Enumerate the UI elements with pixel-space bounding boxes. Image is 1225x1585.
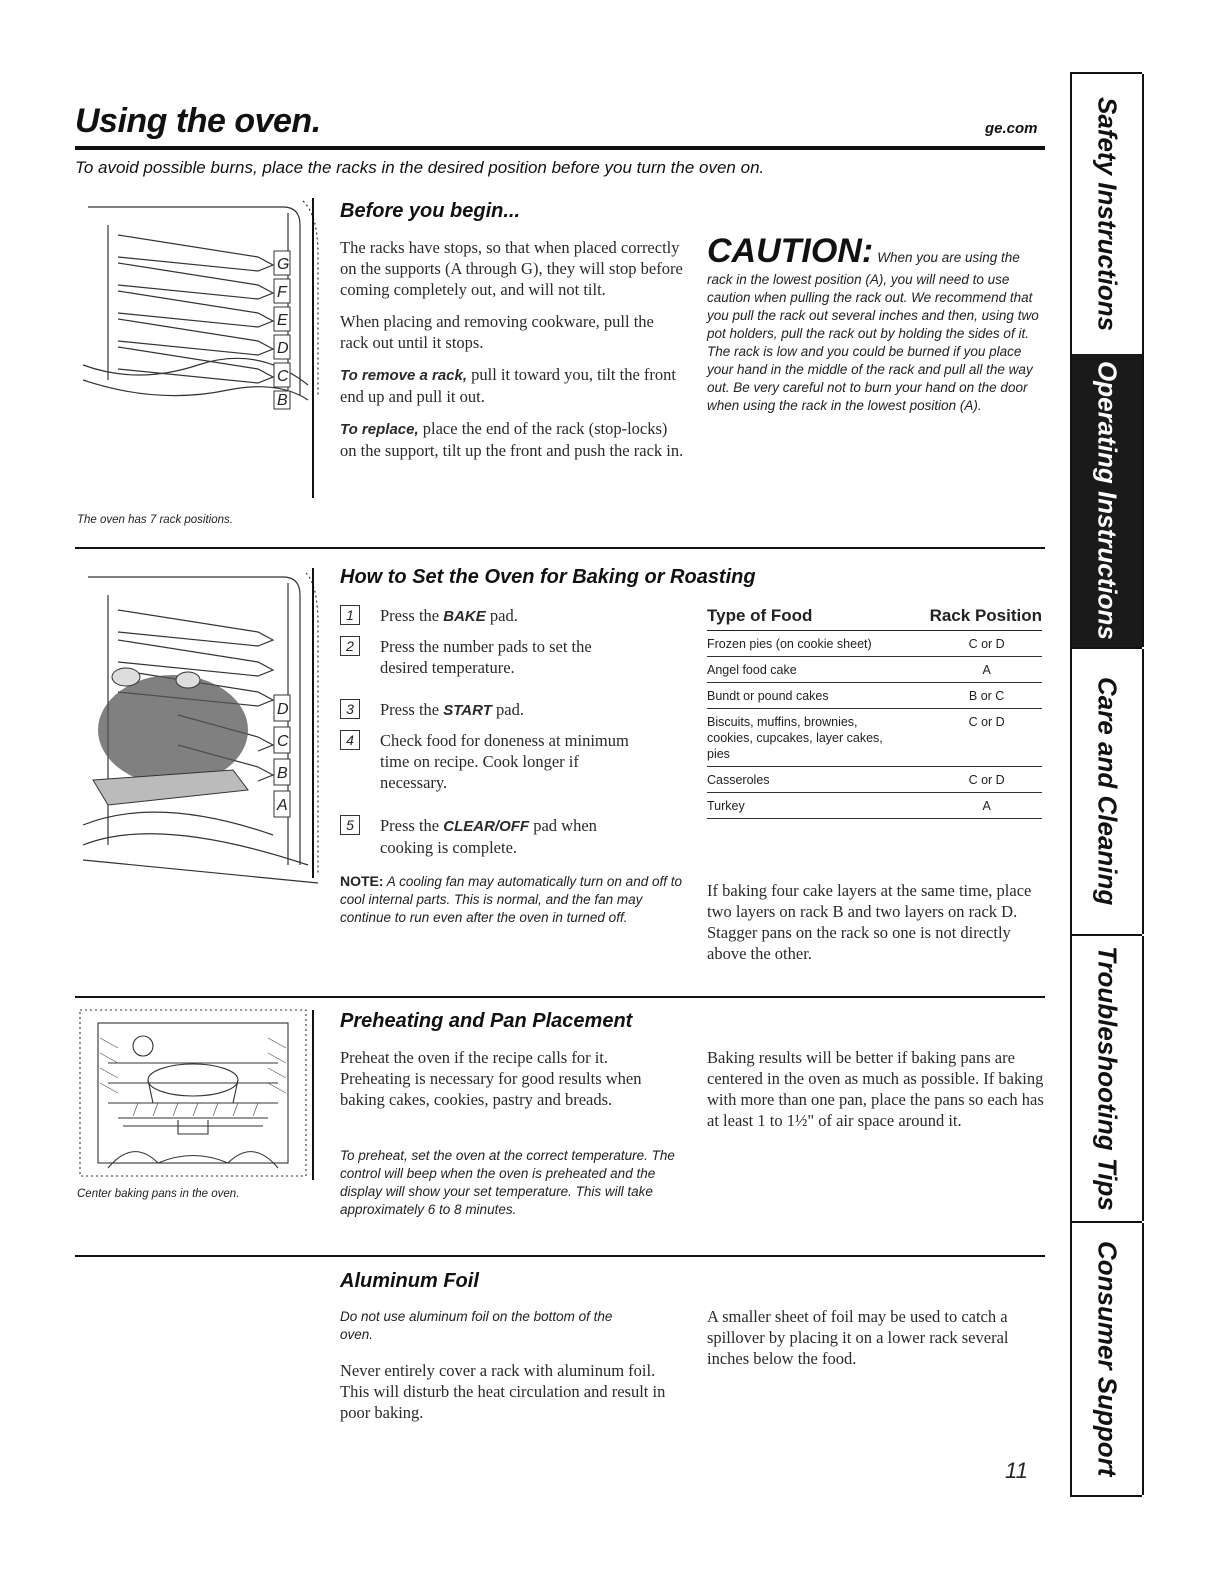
rack-positions-illustration	[78, 195, 323, 410]
step-text: Check food for doneness at minimum time on recipe. Cook longer if necessary.	[380, 731, 629, 792]
food-cell: Bundt or pound cakes	[707, 683, 891, 709]
tab-troubleshooting-tips[interactable]	[1070, 936, 1144, 1221]
section-rule-3	[75, 1255, 1045, 1257]
foil-paragraph-2: Never entirely cover a rack with aluminum foil. This will disturb the heat circulation and result in poor baking.	[340, 1361, 666, 1422]
roast-rack-label-d: D	[277, 701, 289, 718]
step-text: Press the	[380, 700, 444, 719]
rack-cell: C or D	[891, 709, 1042, 767]
food-cell: Casseroles	[707, 767, 891, 793]
foil-heading: Aluminum Foil	[340, 1270, 479, 1292]
step-text: Press the number pads to set the desired temperature.	[380, 637, 592, 677]
rack-cell: C or D	[891, 631, 1042, 657]
col-rack-position: Rack Position	[891, 604, 1042, 631]
step-4	[340, 730, 710, 793]
rack-label-g: G	[277, 256, 290, 273]
note-label: NOTE:	[340, 873, 384, 889]
caution-box	[707, 232, 1042, 415]
before-body	[340, 237, 685, 472]
food-cell: Biscuits, muffins, brownies, cookies, cupcakes, layer cakes, pies	[707, 709, 891, 767]
before-paragraph-1: The racks have stops, so that when placed correctly on the supports (A through G), they will stop before coming completely out, and will not tilt.	[340, 238, 683, 299]
step-1	[340, 605, 710, 627]
preheat-paragraph-1: Preheat the oven if the recipe calls for it. Preheating is necessary for good results when baking cakes, cookies, pastry and breads.	[340, 1048, 642, 1109]
food-cell: Frozen pies (on cookie sheet)	[707, 631, 891, 657]
food-cell: Turkey	[707, 793, 891, 819]
page-number: 11	[1005, 1458, 1028, 1483]
remove-text: pull it toward you, tilt the front end up and pull it out.	[340, 365, 676, 406]
step-text: Press the	[380, 606, 444, 625]
remove-label: To remove a rack,	[340, 367, 468, 384]
header-rule	[75, 146, 1045, 150]
preheat-heading: Preheating and Pan Placement	[340, 1010, 633, 1032]
section-rule-2	[75, 996, 1045, 998]
caution-word: CAUTION:	[707, 232, 874, 270]
rack-label-c: C	[277, 368, 289, 385]
step-text-end: pad.	[491, 700, 524, 719]
preheat-paragraph-3: Baking results will be better if baking pans are centered in the oven as much as possible. If baking with more than one pan, place the pans so each has at least 1 to 1½" of air space around it.	[707, 1048, 1044, 1130]
roast-rack-label-b: B	[277, 765, 288, 782]
rack-label-b: B	[277, 392, 288, 409]
rack-position-table	[707, 604, 1042, 819]
step-text-end: pad.	[485, 606, 518, 625]
step-5	[340, 815, 710, 858]
rack-label-d: D	[277, 340, 289, 357]
before-heading: Before you begin...	[340, 200, 521, 222]
pan-placement-illustration	[78, 1008, 308, 1180]
pan-caption: Center baking pans in the oven.	[77, 1188, 240, 1200]
rack-cell: A	[891, 793, 1042, 819]
tab-border-bottom	[1070, 1495, 1142, 1497]
step-3	[340, 699, 710, 721]
table-row	[707, 709, 1042, 767]
intro-text: To avoid possible burns, place the racks in the desired position before you turn the oven on.	[75, 158, 765, 177]
roasting-illustration	[78, 565, 323, 885]
replace-label: To replace,	[340, 421, 419, 438]
clear-off-key: CLEAR/OFF	[443, 818, 530, 835]
step-text: Press the	[380, 816, 444, 835]
note-text: A cooling fan may automatically turn on and off to cool internal parts. This is normal, and the fan may continue to run even after the oven in turned off.	[340, 874, 682, 925]
caution-text: When you are using the rack in the lowest position (A), you will need to use caution when pulling the rack out. We recommend that you pull the rack out several inches and then, using two pot holders, pull the rack out by holding the sides of it. The rack is low and you could be burned if you place your hand in the middle of the rack and pull all the way out. Be very careful not to burn your hand on the door when using the rack in the lowest position (A).	[707, 250, 1039, 413]
table-row	[707, 683, 1042, 709]
page-title: Using the oven.	[75, 102, 321, 140]
replace-text: place the end of the rack (stop-locks) on the support, tilt up the front and push the rack in.	[340, 419, 684, 460]
section3-divider	[312, 1010, 314, 1180]
tab-label: Care and Cleaning	[1092, 677, 1123, 906]
table-row	[707, 793, 1042, 819]
tab-care-and-cleaning[interactable]	[1070, 649, 1144, 934]
tab-label: Troubleshooting Tips	[1092, 946, 1123, 1211]
baking-heading: How to Set the Oven for Baking or Roasting	[340, 566, 756, 588]
tab-safety-instructions[interactable]	[1070, 74, 1144, 354]
foil-paragraph-1: Do not use aluminum foil on the bottom of the oven.	[340, 1309, 613, 1342]
step-number: 2	[340, 636, 360, 656]
rack-letter-labels	[274, 251, 290, 409]
rack-label-e: E	[277, 312, 288, 329]
rack-label-f: F	[277, 284, 287, 301]
rack-caption: The oven has 7 rack positions.	[77, 514, 233, 526]
step-2	[340, 636, 710, 678]
rack-cell: C or D	[891, 767, 1042, 793]
rack-cell: B or C	[891, 683, 1042, 709]
site-url: ge.com	[985, 120, 1038, 137]
table-row	[707, 767, 1042, 793]
table-row	[707, 657, 1042, 683]
remove-paragraph	[340, 364, 685, 407]
roast-rack-label-a: A	[277, 797, 288, 814]
section-rule-1	[75, 547, 1045, 549]
fan-note	[340, 872, 685, 927]
step-number: 1	[340, 605, 360, 625]
tab-consumer-support[interactable]	[1070, 1223, 1144, 1495]
preheat-paragraph-2: To preheat, set the oven at the correct temperature. The control will beep when the oven is preheated and the display will show your set temperature. This will take approximately 6 to 8 minutes.	[340, 1148, 675, 1217]
layers-paragraph: If baking four cake layers at the same time, place two layers on rack B and two layers on rack D. Stagger pans on the rack so one is not directly above the other.	[707, 881, 1032, 963]
step-number: 5	[340, 815, 360, 835]
roast-rack-label-c: C	[277, 733, 289, 750]
food-cell: Angel food cake	[707, 657, 891, 683]
rack-cell: A	[891, 657, 1042, 683]
bake-key: BAKE	[443, 608, 486, 625]
table-row	[707, 631, 1042, 657]
step-text-end: pad when cooking is complete.	[380, 816, 597, 857]
step-number: 3	[340, 699, 360, 719]
baking-steps	[340, 605, 700, 875]
tab-operating-instructions[interactable]	[1070, 354, 1144, 647]
step-number: 4	[340, 730, 360, 750]
col-type-of-food: Type of Food	[707, 604, 891, 631]
tab-label: Consumer Support	[1092, 1241, 1123, 1477]
before-paragraph-2: When placing and removing cookware, pull the rack out until it stops.	[340, 312, 654, 352]
section2-divider	[312, 568, 314, 878]
tab-label: Safety Instructions	[1092, 96, 1123, 332]
foil-paragraph-3: A smaller sheet of foil may be used to catch a spillover by placing it on a lower rack several inches below the food.	[707, 1307, 1009, 1368]
tab-label: Operating Instructions	[1092, 361, 1123, 640]
section1-divider	[312, 198, 314, 498]
start-key: START	[443, 702, 492, 719]
replace-paragraph	[340, 418, 685, 461]
